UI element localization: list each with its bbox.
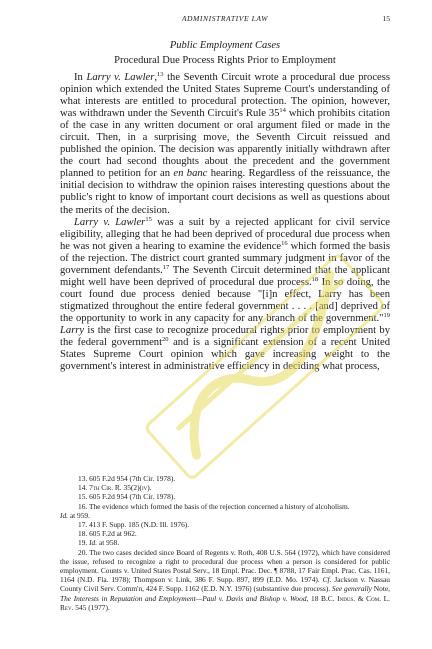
case-citation: Larry v. Lawler: [86, 72, 155, 83]
footnote-17: 17. 413 F. Supp. 185 (N.D. Ill. 1976).: [78, 520, 190, 530]
case-citation: Larry v. Lawler: [74, 216, 146, 228]
footnote-13: 13. 605 F.2d 954 (7th Cir. 1978).: [78, 474, 176, 483]
footnote-ref: 13: [157, 71, 164, 78]
footnote-ref: 14: [279, 107, 286, 115]
footnote-ref: 16: [281, 239, 288, 247]
paragraph-2: Larry v. Lawler$^{15}$ was a suit by a rejected applicant for civil service eligibility, alleging that he had been deprived of procedural due process when he was not given a hearing to examine the evidence$^{16}$ which formed the basis of the rejection. The district court granted summary judgment in favor of the government defendants.$^{17}$ The Seventh Circuit determined that the applicant might well have been deprived of procedural due process.$^{18}$ In so doing, the court found due process denied because "[i]n effect, Larry has been stigmatized throughout the entire federal government . . . . [and] deprived of the opportunity to work in any capacity for any branch of the government."$^{19}$ Larry is the first case to recognize procedural rights prior to employment by the federal government$^{20}$ and is a significant extension of a recent United States Supreme Court opinion which gave increasing weight to the government's interest in administrative efficiency in deciding what process,: [60, 215, 390, 373]
footnote-ref: 20: [162, 336, 169, 344]
footnote-ref: 18: [311, 275, 319, 283]
page-number: 15: [382, 14, 390, 23]
footnote-18: 18. 605 F.2d at 962.: [78, 529, 137, 539]
footnote-ref: 17: [162, 263, 170, 271]
paragraph-1: In Larry v. Lawler,$^{13}$ the Seventh Circuit wrote a procedural due process opinion which extended the United States Supreme Court's understanding of what interests are entitled to procedural protection. The opinion, however, was withdrawn under the Seventh Circuit's Rule $35^{14}$ which prohibits citation of the case in any written document or oral argument filed or made in the circuit. Then, in a surprising move, the Seventh Circuit reissued and published the opinion. The decision was apparently initially withdrawn after the court had second thoughts about the precedent and the government planned to petition for an en banc hearing. Regardless of the reissuance, the initial decision to withdraw the opinion raises interesting questions about the public's right to know of important court decisions as well as questions about the merits of the decision.: [60, 71, 391, 216]
footnote-16: 16. The evidence which formed the basis of the rejection concerned a history of alcoholism. Id. at 959.: [60, 501, 350, 520]
footnote-ref: 15: [145, 215, 152, 223]
footnote-14: 14. 7th Cir. R. 35(2)(iv).: [78, 483, 152, 493]
footnote-ref: 19: [383, 311, 390, 319]
section-title: Public Employment Cases: [169, 40, 281, 51]
running-title: ADMINISTRATIVE LAW: [181, 14, 269, 23]
footnote-15: 15. 605 F.2d 954 (7th Cir. 1978).: [78, 492, 176, 502]
article-body: [60, 72, 390, 373]
footnote-19: 19. Id. at 958.: [78, 538, 120, 548]
running-header: [60, 14, 390, 26]
footnotes: [60, 474, 390, 612]
subsection-title: Procedural Due Process Rights Prior to Employment: [114, 55, 336, 66]
footnote-20: 20. The two cases decided since Board of Regents v. Roth, 408 U.S. 564 (1972), which have considered the issue, refused to recognize a right to procedural due process when a person is considered for public employment. Counts v. United States Postal Serv., 18 Empl. Prac. Dec. ¶ 8788, 17 Fair Empl. Prac. Cas. 1161, 1164 (N.D. Fla. 1978); Thompson v. Link, 386 F. Supp. 897, 899 (E.D. Mo. 1974). Cf. Jackson v. Nassau County Civil Serv. Comm'n, 424 F. Supp. 1162 (E.D. N.Y. 1976) (substantive due process). See generally Note, The Interests in Reputation and Employment—Paul v. Davis and Bishop v. Wood, 18 B.C. Indus. & Com. L. Rev. 545 (1977).: [60, 547, 391, 612]
